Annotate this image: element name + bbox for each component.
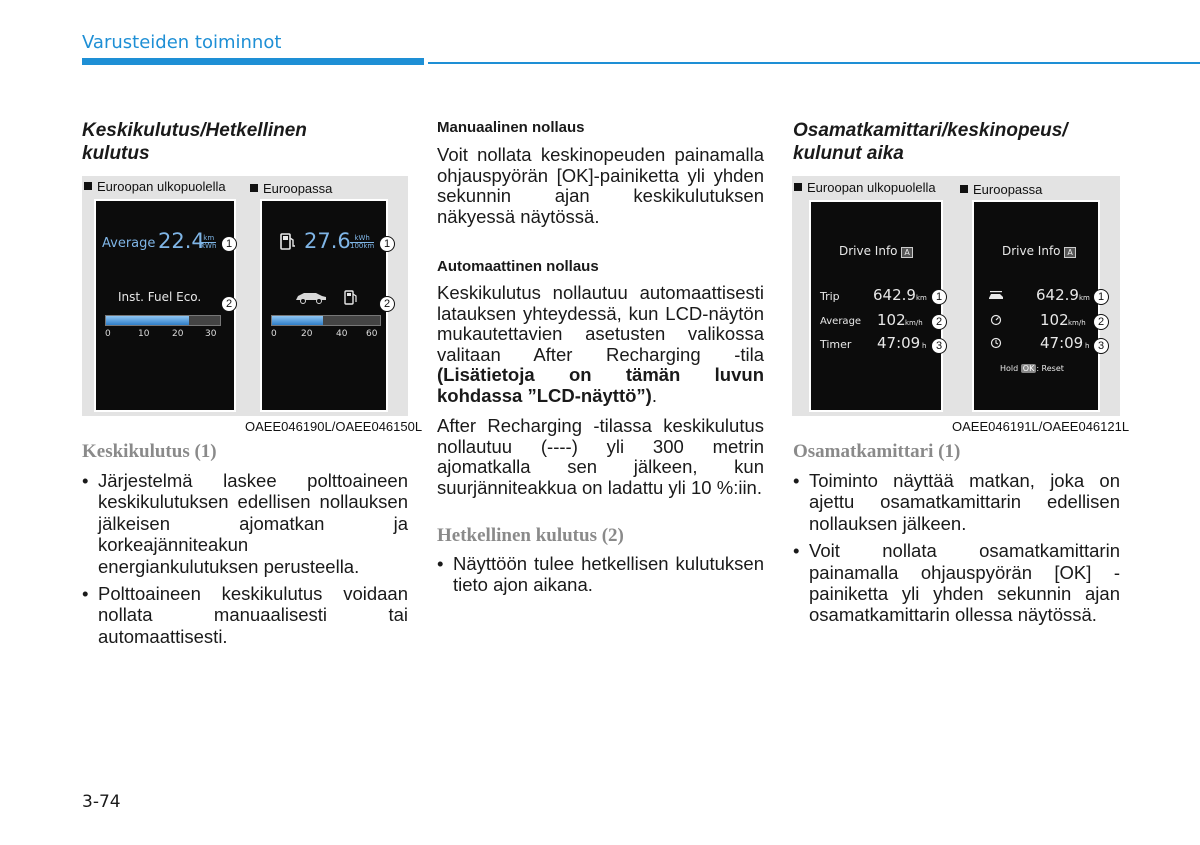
list-item: • Polttoaineen keskikulutus voidaan nollata manuaalisesti tai automaattisesti. [82,583,408,647]
tick-label: 0 [271,329,277,339]
bullet-text: Järjestelmä laskee polttoaineen keskikulutuksen edellisen nollauksen jälkeisen ajomatkan ja korkeajänniteakun energiankulutuksen perusteella. [98,470,408,577]
page-number: 3-74 [82,792,121,812]
drive-info-title [1002,244,1076,258]
consumption-bar [105,315,221,326]
figure-tag-outside-europe [794,180,936,195]
bar-ticks [271,329,383,341]
left-subhead: Keskikulutus (1) [82,441,217,462]
average-speed-unit: km/h [1068,319,1086,327]
lcd-screen-outside-europe [94,199,236,412]
figure-code: OAEE046191L/OAEE046121L [952,419,1130,434]
ok-badge: OK [1022,364,1035,373]
tick-label: 60 [366,329,378,339]
left-section-title [82,119,412,165]
average-label: Average [820,316,862,327]
drive-info-screen-europe [972,200,1100,412]
bullet-text: Polttoaineen keskikulutus voidaan nollata manuaalisesti tai automaattisesti. [98,583,408,647]
tag-text: Euroopassa [263,181,333,196]
marker-2: 2 [379,296,395,312]
figure-tag-europe [250,181,332,196]
manual-reset-heading: Manuaalinen nollaus [437,119,585,136]
consumption-bar-fill [106,316,189,325]
timer-unit: h [1085,342,1090,350]
tick-label: 20 [301,329,313,339]
trip-unit: km [916,294,927,302]
average-unit [350,235,374,250]
average-label: Average [102,236,156,251]
average-value: 27.6 [304,229,351,253]
section-header: Varusteiden toiminnot [82,32,282,53]
marker-1: 1 [379,236,395,252]
list-item: • Näyttöön tulee hetkellisen kulutuksen tieto ajon aikana. [437,553,764,596]
drive-mode-badge: A [1064,247,1075,258]
marker-3: 3 [931,338,947,354]
lcd-screen-europe [260,199,388,412]
auto-reset-heading: Automaattinen nollaus [437,258,599,275]
tick-label: 10 [138,329,150,339]
drive-mode-badge: A [901,247,912,258]
timer-unit: h [922,342,927,350]
average-value: 22.4 [158,229,205,253]
average-speed-value: 102 [1040,311,1069,329]
right-bullets [793,470,1120,632]
tag-text: Euroopan ulkopuolella [807,180,936,195]
right-title-line2: kulunut aika [793,143,904,164]
trip-value: 642.9 [1036,286,1079,304]
marker-3: 3 [1093,338,1109,354]
inst-fuel-eco-label: Inst. Fuel Eco. [118,290,202,304]
average-speed-value: 102 [877,311,906,329]
drive-info-text: Drive Info [839,244,898,258]
auto-text: Keskikulutus nollautuu automaattisesti latauksen yhteydessä, kun LCD-näytön mukautettavien asetusten valikossa valitaan After Recharging -tila [437,282,764,365]
consumption-bar-fill [272,316,323,325]
left-figure [82,176,408,416]
right-subhead: Osamatkamittari (1) [793,441,961,462]
list-item: • Toiminto näyttää matkan, joka on ajettu osamatkamittarin edellisen nollauksen jälkeen. [793,470,1120,534]
right-section-title [793,119,1123,165]
trip-unit: km [1079,294,1090,302]
auto-reset-text [437,283,764,407]
bar-ticks [105,329,221,341]
unit-top: km [201,235,216,243]
trip-car-icon [988,291,1004,301]
trip-label: Trip [820,290,840,303]
tag-text: Euroopan ulkopuolella [97,179,226,194]
middle-subhead: Hetkellinen kulutus (2) [437,525,624,546]
average-unit [201,235,216,250]
timer-label: Timer [820,338,852,351]
auto-text-end: . [651,384,657,406]
marker-2: 2 [221,296,237,312]
marker-1: 1 [221,236,237,252]
figure-tag-outside-europe [84,179,226,194]
unit-bottom: 100km [350,242,375,250]
timer-value: 47:09 [1040,334,1084,352]
list-item: • Voit nollata osamatkamittarin painamalla ohjauspyörän [OK] -painiketta yli yhden sekunnin ajan osamatkamittarin ollessa näytössä. [793,540,1120,626]
right-title-line1: Osamatkamittari/keskinopeus/ [793,120,1068,141]
unit-top: kWh [350,235,374,243]
clock-icon [990,337,1002,349]
auto-text-bold: (Lisätietoja on tämän luvun kohdassa ”LCD-näyttö”) [437,364,764,406]
tick-label: 30 [205,329,217,339]
marker-2: 2 [931,314,947,330]
tick-label: 20 [172,329,184,339]
manual-reset-text: Voit nollata keskinopeuden painamalla ohjauspyörän [OK]-painiketta yli yhden sekunnin ajan keskikulutuksen näkyessä näytössä. [437,144,764,227]
drive-info-title [839,244,913,258]
hold-ok-reset-hint [1000,364,1064,373]
tick-label: 0 [105,329,111,339]
timer-value: 47:09 [877,334,921,352]
hold-text: Hold [1000,364,1019,373]
drive-info-screen-outside-europe [809,200,943,412]
middle-bullets [437,553,764,602]
drive-info-text: Drive Info [1002,244,1061,258]
figure-code: OAEE046190L/OAEE046150L [245,419,423,434]
fuel-pump-icon [280,232,296,250]
after-recharging-text: After Recharging -tilassa keskikulutus nollautuu (----) yli 300 metrin ajomatkalla sen jälkeen, kun suurjänniteakkua on ladattu yli 10 %:iin. [437,415,764,498]
figure-tag-europe [960,182,1042,197]
left-title-line1: Keskikulutus/Hetkellinen [82,120,307,141]
list-item: • Järjestelmä laskee polttoaineen keskikulutuksen edellisen nollauksen jälkeisen ajomatkan ja korkeajänniteakun energiankulutuksen perusteella. [82,470,408,577]
bullet-text: Toiminto näyttää matkan, joka on ajettu osamatkamittarin edellisen nollauksen jälkeen. [809,470,1120,534]
marker-1: 1 [1093,289,1109,305]
car-icon [294,290,328,304]
consumption-bar [271,315,381,326]
marker-2: 2 [1093,314,1109,330]
header-rule-thin [428,62,1200,64]
marker-1: 1 [931,289,947,305]
header-rule-thick [82,58,424,65]
tag-text: Euroopassa [973,182,1043,197]
bullet-text: Näyttöön tulee hetkellisen kulutuksen tieto ajon aikana. [453,553,764,596]
unit-bottom: kWh [201,242,217,250]
bullet-text: Voit nollata osamatkamittarin painamalla ohjauspyörän [OK] -painiketta yli yhden sekunnin ajan osamatkamittarin ollessa näytössä. [809,540,1120,626]
speedometer-icon [990,314,1002,326]
left-title-line2: kulutus [82,143,150,164]
tick-label: 40 [336,329,348,339]
reset-text: : Reset [1036,364,1064,373]
average-speed-unit: km/h [905,319,923,327]
right-figure [792,176,1120,416]
trip-value: 642.9 [873,286,916,304]
left-bullets [82,470,408,653]
fuel-station-icon [344,289,358,305]
